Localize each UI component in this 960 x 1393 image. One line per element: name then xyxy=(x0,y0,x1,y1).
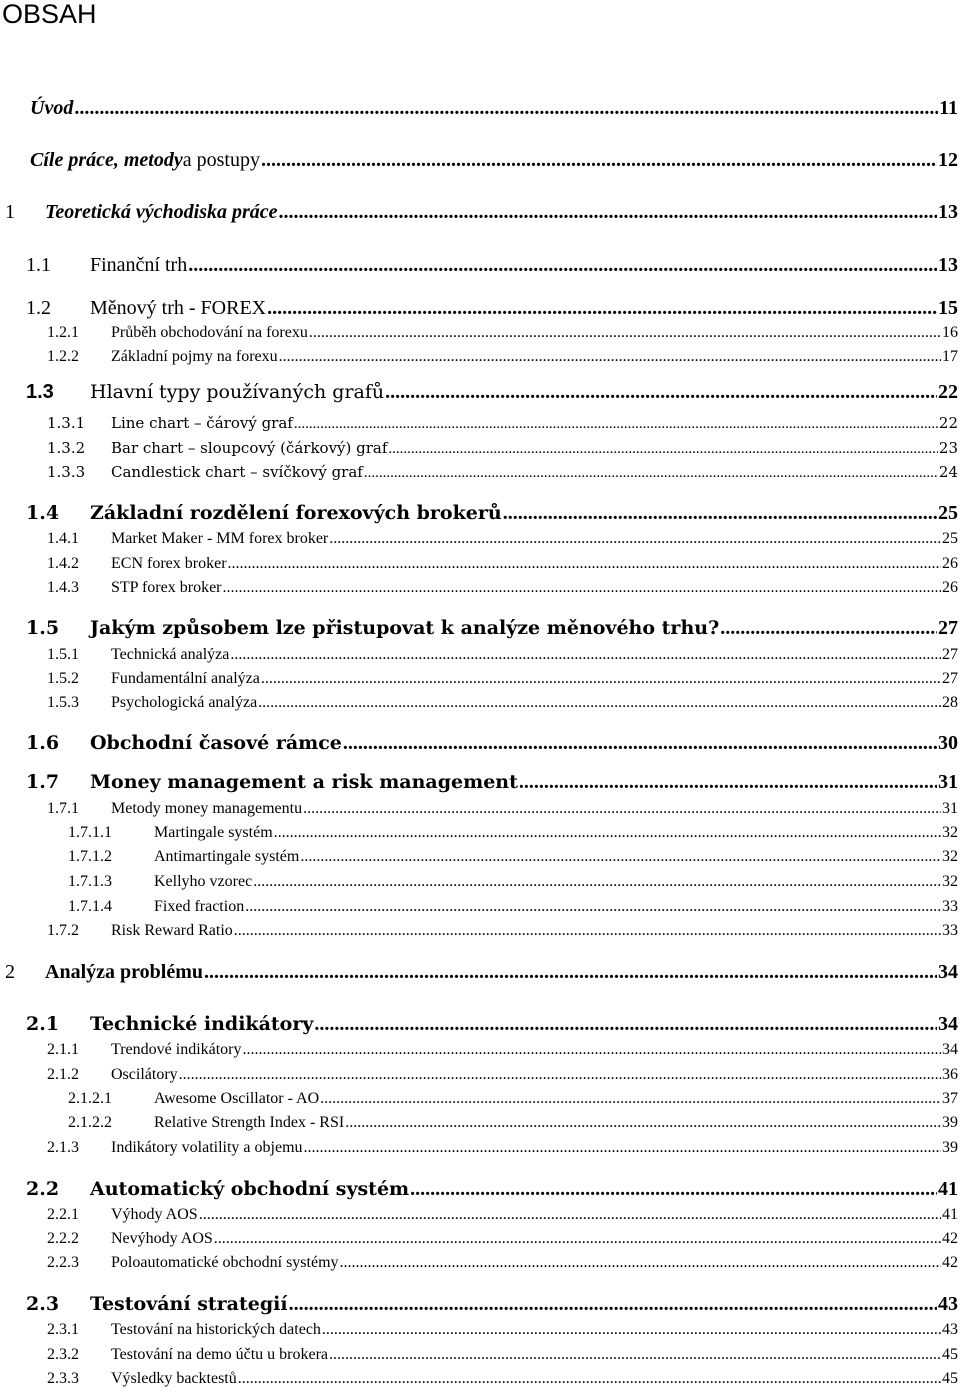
toc-page: 34 xyxy=(938,1013,958,1035)
toc-number: 2.2.1 xyxy=(47,1206,79,1223)
toc-label: Měnový trh - FOREX xyxy=(90,297,267,319)
toc-label: Trendové indikátory xyxy=(111,1041,242,1058)
toc-leader xyxy=(388,441,938,458)
toc-label: Technická analýza xyxy=(111,646,230,663)
toc-number: 1.3.2 xyxy=(47,439,86,457)
toc-leader xyxy=(340,1254,941,1272)
toc-entry-2-1[interactable] xyxy=(26,1013,958,1036)
toc-entry-1-7-1[interactable] xyxy=(47,800,958,818)
toc-page: 36 xyxy=(942,1066,958,1083)
toc-number: 1.7.2 xyxy=(47,922,79,939)
toc-page: 23 xyxy=(938,439,958,457)
toc-label: Risk Reward Ratio xyxy=(111,922,233,939)
toc-label: Finanční trh xyxy=(90,254,188,276)
toc-leader xyxy=(519,771,937,794)
toc-entry-cile[interactable] xyxy=(30,149,958,172)
toc-leader xyxy=(204,961,937,984)
toc-page: 41 xyxy=(938,1178,958,1200)
toc-number: 1.3.3 xyxy=(47,463,86,481)
toc-label: Základní rozdělení forexových brokerů xyxy=(90,502,502,524)
toc-number: 2.2.3 xyxy=(47,1254,79,1271)
toc-leader xyxy=(294,416,938,433)
toc-number: 1.5.1 xyxy=(47,646,79,663)
toc-entry-1-7-1-2[interactable] xyxy=(68,848,958,866)
toc-number: 1.7.1.2 xyxy=(68,848,112,865)
toc-number: 1.7 xyxy=(26,771,60,793)
toc-page: 43 xyxy=(942,1321,958,1338)
toc-entry-1-7-2[interactable] xyxy=(47,922,958,940)
toc-entry-2-3-1[interactable] xyxy=(47,1321,958,1339)
toc-page: 26 xyxy=(942,555,958,572)
toc-number: 2.1.1 xyxy=(47,1041,79,1058)
toc-number: 2.1.3 xyxy=(47,1139,79,1156)
toc-page: 27 xyxy=(942,646,958,663)
toc-label: Line chart – čárový graf xyxy=(111,414,293,432)
toc-number: 1.7.1.4 xyxy=(68,898,112,915)
toc-label: Antimartingale systém xyxy=(154,848,300,865)
toc-page: 22 xyxy=(938,414,958,432)
toc-label: Fixed fraction xyxy=(154,898,245,915)
toc-entry-2-2-3[interactable] xyxy=(47,1254,958,1272)
toc-page: 15 xyxy=(938,297,958,319)
toc-label: Testování na demo účtu u brokera xyxy=(111,1346,329,1363)
toc-leader xyxy=(274,824,941,842)
toc-entry-1-2[interactable] xyxy=(26,297,958,320)
toc-leader xyxy=(385,381,937,404)
toc-leader xyxy=(253,873,941,891)
toc-leader xyxy=(230,646,941,664)
toc-number: 1.4.3 xyxy=(47,579,79,596)
toc-page: 28 xyxy=(942,694,958,711)
toc-leader xyxy=(179,1066,941,1084)
toc-leader xyxy=(228,555,941,573)
toc-label: Bar chart – sloupcový (čárkový) graf xyxy=(111,439,388,457)
toc-page: 34 xyxy=(942,1041,958,1058)
toc-page: 27 xyxy=(938,617,958,639)
toc-page: 34 xyxy=(938,961,958,983)
toc-entry-1-5[interactable] xyxy=(26,617,958,640)
toc-number: 1.4 xyxy=(26,502,60,524)
toc-label: Průběh obchodování na forexu xyxy=(111,324,308,341)
toc-page: 33 xyxy=(942,922,958,939)
toc-entry-1-4-3[interactable] xyxy=(47,579,958,597)
toc-entry-1-2-2[interactable] xyxy=(47,348,958,366)
toc-number: 1.5.2 xyxy=(47,670,79,687)
toc-leader xyxy=(74,97,938,120)
toc-label: Automatický obchodní systém xyxy=(90,1178,410,1200)
toc-page: 43 xyxy=(938,1293,958,1315)
toc-leader xyxy=(258,694,941,712)
toc-number: 1.1 xyxy=(26,254,51,276)
toc-label: Výsledky backtestů xyxy=(111,1370,237,1387)
toc-label: Indikátory volatility a objemu xyxy=(111,1139,303,1156)
toc-number: 1.7.1 xyxy=(47,800,79,817)
toc-number: 1.2 xyxy=(26,297,51,319)
toc-leader xyxy=(199,1206,941,1224)
toc-leader xyxy=(720,617,937,640)
toc-label: Fundamentální analýza xyxy=(111,670,260,687)
toc-label: ECN forex broker xyxy=(111,555,227,572)
toc-entry-1[interactable] xyxy=(5,201,958,224)
toc-leader xyxy=(343,732,937,755)
toc-number: 2.2 xyxy=(26,1178,60,1200)
toc-number: 1.5.3 xyxy=(47,694,79,711)
toc-entry-1-4-1[interactable] xyxy=(47,530,958,548)
toc-label: Analýza problému xyxy=(45,961,203,983)
toc-leader xyxy=(329,530,941,548)
toc-page: 45 xyxy=(942,1370,958,1387)
toc-number: 1.6 xyxy=(26,732,60,754)
toc-label: Poloautomatické obchodní systémy xyxy=(111,1254,339,1271)
toc-number: 2.3.2 xyxy=(47,1346,79,1363)
toc-page: 12 xyxy=(938,149,958,171)
toc-entry-2-1-2[interactable] xyxy=(47,1066,958,1084)
toc-page: 16 xyxy=(942,324,958,341)
toc-entry-2-1-2-2[interactable] xyxy=(68,1114,958,1132)
toc-number: 2.3 xyxy=(26,1293,60,1315)
toc-label: Candlestick chart – svíčkový graf xyxy=(111,463,363,481)
toc-number: 1.4.2 xyxy=(47,555,79,572)
toc-number: 1.5 xyxy=(26,617,60,639)
toc-label: Testování na historických datech xyxy=(111,1321,321,1338)
toc-leader xyxy=(345,1114,941,1132)
toc-entry-1-7-1-1[interactable] xyxy=(68,824,958,842)
toc-number: 1.7.1.1 xyxy=(68,824,112,841)
toc-leader xyxy=(289,1293,937,1316)
toc-page: 41 xyxy=(942,1206,958,1223)
toc-leader xyxy=(300,848,941,866)
toc-entry-1-5-2[interactable] xyxy=(47,670,958,688)
toc-page: 31 xyxy=(938,771,958,793)
toc-label: Teoretická východiska práce xyxy=(45,201,278,223)
toc-entry-2-2-1[interactable] xyxy=(47,1206,958,1224)
toc-entry-1-7[interactable] xyxy=(26,771,958,794)
toc-label: Technické indikátory xyxy=(90,1013,314,1035)
toc-page: 22 xyxy=(938,381,958,403)
toc-number: 1.3 xyxy=(26,381,54,403)
toc-label: Awesome Oscillator - AO xyxy=(154,1090,320,1107)
toc-label: Psychologická analýza xyxy=(111,694,258,711)
toc-page: 45 xyxy=(942,1346,958,1363)
toc-leader xyxy=(261,670,941,688)
toc-page: 42 xyxy=(942,1230,958,1247)
toc-label: Money management a risk management xyxy=(90,771,518,793)
toc-entry-2-3-3[interactable] xyxy=(47,1370,958,1388)
toc-entry-1-5-3[interactable] xyxy=(47,694,958,712)
toc-number: 2.1.2.2 xyxy=(68,1114,112,1131)
toc-page: 37 xyxy=(942,1090,958,1107)
toc-leader xyxy=(214,1230,941,1248)
toc-leader xyxy=(279,348,941,366)
toc-leader xyxy=(320,1090,941,1108)
toc-page: 31 xyxy=(942,800,958,817)
toc-number: 2.3.1 xyxy=(47,1321,79,1338)
toc-entry-2[interactable] xyxy=(5,961,958,984)
toc-leader xyxy=(279,201,937,224)
toc-number: 1.3.1 xyxy=(47,414,86,432)
toc-entry-1-3-3[interactable] xyxy=(47,463,958,482)
toc-label: Úvod xyxy=(30,97,74,119)
toc-label: Relative Strength Index - RSI xyxy=(154,1114,345,1131)
toc-leader xyxy=(314,1013,937,1036)
toc-leader xyxy=(261,149,937,172)
toc-entry-2-1-1[interactable] xyxy=(47,1041,958,1059)
toc-page: 42 xyxy=(942,1254,958,1271)
toc-page: 25 xyxy=(938,502,958,524)
toc-label: STP forex broker xyxy=(111,579,222,596)
toc-entry-2-3-2[interactable] xyxy=(47,1346,958,1364)
toc-page: 39 xyxy=(942,1139,958,1156)
toc-page: 17 xyxy=(942,348,958,365)
toc-entry-1-6[interactable] xyxy=(26,732,958,755)
toc-label: Market Maker - MM forex broker xyxy=(111,530,329,547)
toc-leader xyxy=(303,800,941,818)
toc-leader xyxy=(245,898,941,916)
toc-number: 2.1 xyxy=(26,1013,60,1035)
toc-page: 13 xyxy=(938,201,958,223)
toc-entry-1-3[interactable] xyxy=(26,381,958,404)
toc-leader xyxy=(243,1041,941,1059)
toc-entry-1-2-1[interactable] xyxy=(47,324,958,342)
toc-leader xyxy=(503,502,937,525)
toc-label: Cíle práce, metody xyxy=(30,149,183,171)
toc-number: 2.1.2.1 xyxy=(68,1090,112,1107)
toc-entry-2-3[interactable] xyxy=(26,1293,958,1316)
toc-label: Základní pojmy na forexu xyxy=(111,348,278,365)
toc-number: 1.4.1 xyxy=(47,530,79,547)
toc-leader xyxy=(410,1178,937,1201)
toc-label: Nevýhody AOS xyxy=(111,1230,213,1247)
toc-label-tail: a postupy xyxy=(182,149,260,171)
toc-page: 30 xyxy=(938,732,958,754)
toc-leader xyxy=(322,1321,941,1339)
toc-leader xyxy=(309,324,941,342)
toc-entry-2-2[interactable] xyxy=(26,1178,958,1201)
toc-leader xyxy=(329,1346,941,1364)
toc-number: 1.2.2 xyxy=(47,348,79,365)
toc-entry-1-3-2[interactable] xyxy=(47,439,958,458)
toc-number: 2.2.2 xyxy=(47,1230,79,1247)
toc-leader xyxy=(304,1139,941,1157)
toc-number: 2.3.3 xyxy=(47,1370,79,1387)
toc-label: Kellyho vzorec xyxy=(154,873,253,890)
toc-label: Obchodní časové rámce xyxy=(90,732,342,754)
toc-entry-2-1-2-1[interactable] xyxy=(68,1090,958,1108)
toc-entry-1-4-2[interactable] xyxy=(47,555,958,573)
toc-page: 39 xyxy=(942,1114,958,1131)
toc-page: 32 xyxy=(942,824,958,841)
toc-number: 1.2.1 xyxy=(47,324,79,341)
toc-label: Martingale systém xyxy=(154,824,273,841)
toc-page: 13 xyxy=(938,254,958,276)
toc-number: 1.7.1.3 xyxy=(68,873,112,890)
toc-number: 2.1.2 xyxy=(47,1066,79,1083)
toc-entry-1-7-1-4[interactable] xyxy=(68,898,958,916)
toc-label: Hlavní typy používaných grafů xyxy=(90,381,385,403)
toc-page: 32 xyxy=(942,873,958,890)
toc-number: 2 xyxy=(5,961,15,983)
toc-leader xyxy=(238,1370,941,1388)
toc-entry-uvod[interactable] xyxy=(30,97,958,120)
toc-page: 33 xyxy=(942,898,958,915)
toc-leader xyxy=(188,254,937,277)
toc-label: Metody money managementu xyxy=(111,800,303,817)
toc-label: Oscilátory xyxy=(111,1066,178,1083)
toc-entry-1-3-1[interactable] xyxy=(47,414,958,433)
toc-entry-2-2-2[interactable] xyxy=(47,1230,958,1248)
toc-leader xyxy=(234,922,941,940)
toc-entry-1-7-1-3[interactable] xyxy=(68,873,958,891)
toc-entry-1-5-1[interactable] xyxy=(47,646,958,664)
toc-page: 25 xyxy=(942,530,958,547)
toc-page: 26 xyxy=(942,579,958,596)
toc-label: Výhody AOS xyxy=(111,1206,198,1223)
toc-number: 1 xyxy=(5,201,15,223)
toc-page: 24 xyxy=(938,463,958,481)
toc-entry-2-1-3[interactable] xyxy=(47,1139,958,1157)
toc-page: 32 xyxy=(942,848,958,865)
toc-page: 27 xyxy=(942,670,958,687)
toc-entry-1-4[interactable] xyxy=(26,502,958,525)
page-title: OBSAH xyxy=(2,0,97,29)
toc-entry-1-1[interactable] xyxy=(26,254,958,277)
toc-leader xyxy=(364,465,938,482)
toc-label: Testování strategií xyxy=(90,1293,288,1315)
toc-leader xyxy=(267,297,937,320)
toc-leader xyxy=(223,579,942,597)
toc-label: Jakým způsobem lze přistupovat k analýze měnového trhu? xyxy=(90,617,720,639)
toc-page: 11 xyxy=(939,97,958,119)
